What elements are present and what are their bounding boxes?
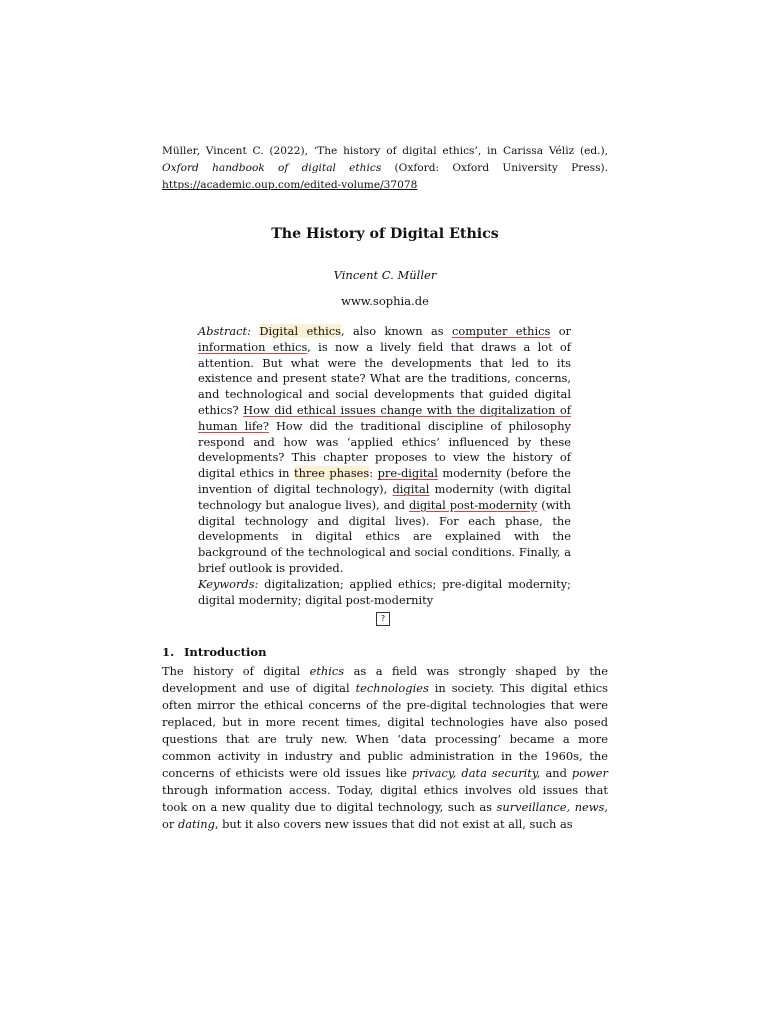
underline-question: How did ethical issues change with the digitalization of human life? — [198, 402, 571, 433]
section-number: 1. — [162, 645, 175, 659]
abstract-text: , also known as — [340, 324, 452, 338]
underline-pre-digital: pre-digital — [377, 466, 438, 481]
body-text: or — [162, 817, 178, 831]
citation — [162, 143, 608, 194]
underline-digital: digital — [392, 481, 430, 496]
highlight-digital-ethics: Digital ethics — [259, 324, 341, 338]
section-heading — [162, 645, 267, 659]
citation-book-title: Oxford handbook of digital ethics — [162, 162, 382, 174]
body-text: through information access. Today, digital ethics involves old issues that took on a new quality due to digital technology, such as — [162, 783, 608, 814]
body-italic: power — [571, 766, 608, 780]
body-text: and — [540, 766, 572, 780]
author-name: Vincent C. Müller — [333, 268, 437, 282]
body-text: , but it also covers new issues that did not exist at all, such as — [214, 817, 573, 831]
highlight-three-phases: three phases — [294, 466, 370, 481]
abstract-text: modernity (with digital technology but analogue lives), and — [198, 481, 571, 512]
abstract-text: , is now a lively field that draws a lot of attention. But what were the developments that led to its existence and present state? What are the traditions, concerns, and technological and social developments that guided digital ethics? — [198, 339, 571, 417]
abstract — [198, 324, 571, 577]
body-italic: technologies — [355, 681, 429, 695]
keywords-label: Keywords: — [198, 577, 259, 591]
document-title: The History of Digital Ethics — [271, 226, 499, 242]
abstract-text: (with digital technology and digital lives). For each phase, the developments in digital ethics are explained with the background of the technological and social conditions. Finally, a brief outlook is provided. — [198, 497, 572, 575]
section-title: Introduction — [184, 645, 267, 659]
underline-computer-ethics: computer ethics — [452, 324, 551, 338]
citation-link[interactable]: https://academic.oup.com/edited-volume/37078 — [162, 179, 418, 191]
abstract-text: or — [550, 324, 571, 338]
abstract-label: Abstract: — [198, 324, 251, 338]
citation-text: Müller, Vincent C. (2022), ‘The history of digital ethics’, in Carissa Véliz (ed.), — [162, 145, 608, 157]
abstract-text: : — [369, 466, 378, 481]
abstract-text: modernity (before the invention of digital technology), — [198, 466, 571, 496]
keywords-text: digitalization; applied ethics; pre-digital modernity; digital modernity; digital post-modernity — [198, 577, 571, 607]
introduction-paragraph — [162, 663, 608, 833]
body-italic: ethics — [309, 664, 345, 678]
abstract-text: How did the traditional discipline of philosophy respond and how was ‘applied ethics’ influenced by these developments? This chapter proposes to view the history of digital ethics in — [198, 418, 571, 481]
underline-digital-post-modernity: digital post-modernity — [408, 497, 538, 512]
body-italic: surveillance, news, — [496, 800, 608, 814]
body-text: in society. This digital ethics often mirror the ethical concerns of the pre-digital technologies that were replaced, but in more recent times, digital technologies have also posed questions that are truly new. When ‘data processing’ became a more common activity in industry and public administration in the 1960s, the concerns of ethicists were old issues like — [162, 681, 609, 780]
underline-information-ethics: information ethics — [198, 339, 308, 354]
body-text: The history of digital — [162, 664, 310, 678]
body-italic: dating — [177, 817, 215, 831]
citation-publisher: (Oxford: Oxford University Press). — [381, 162, 609, 174]
keywords — [198, 576, 571, 608]
missing-glyph-icon: ? — [376, 612, 390, 626]
body-text: as a field was strongly shaped by the development and use of digital — [162, 664, 608, 695]
author-website: www.sophia.de — [341, 294, 429, 308]
body-italic: privacy, data security, — [411, 766, 541, 780]
